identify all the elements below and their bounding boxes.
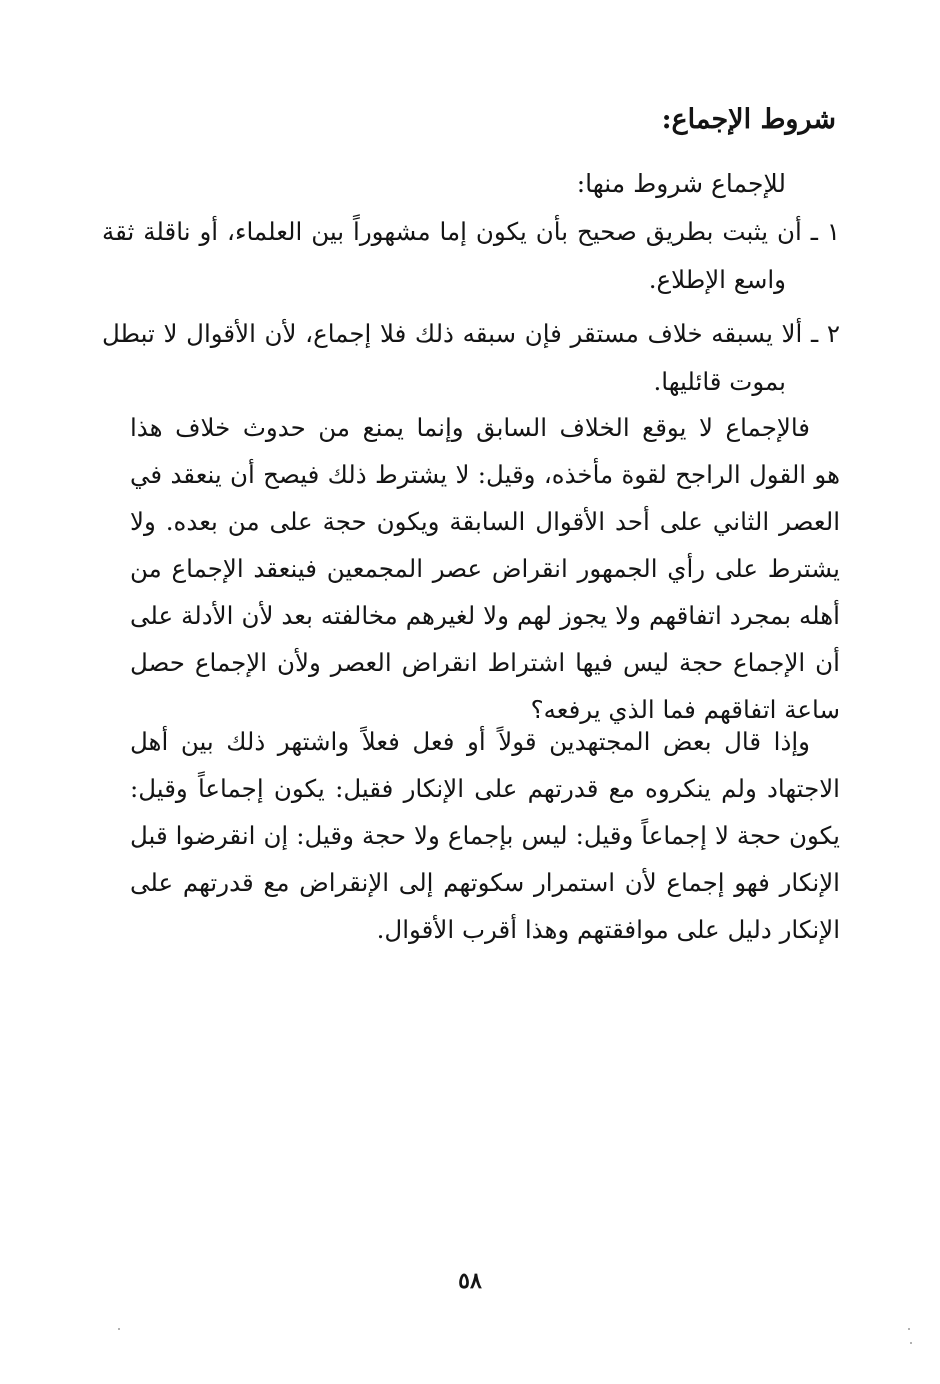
scan-speck [910, 1342, 912, 1344]
page-number: ٥٨ [458, 1268, 482, 1294]
condition-1-line-2: واسع الإطلاع. [648, 265, 786, 294]
condition-1-line-1: ١ ـ أن يثبت بطريق صحيح بأن يكون إما مشهوراً بين العلماء، أو ناقلة ثقة [102, 217, 840, 246]
section-heading: شروط الإجماع: [661, 104, 836, 135]
paragraph-2-line-4: الإنكار فهو إجماع لأن استمرار سكوتهم إلى الإنقراض مع قدرتهم على [130, 868, 840, 897]
condition-item-2 [102, 310, 840, 406]
paragraph-1-line-4: يشترط على رأي الجمهور انقراض عصر المجمعين فينعقد الإجماع من [130, 554, 840, 583]
condition-2-line-2: بموت قائليها. [653, 367, 786, 396]
paragraph-2-line-3: يكون حجة لا إجماعاً وقيل: ليس بإجماع ولا حجة وقيل: إن انقرضوا قبل [130, 821, 840, 850]
paragraph-1-line-1: فالإجماع لا يوقع الخلاف السابق وإنما يمنع من حدوث خلاف هذا [130, 413, 810, 442]
condition-item-1 [102, 208, 840, 304]
paragraph-1-line-3: العصر الثاني على أحد الأقوال السابقة ويكون حجة على من بعده. ولا [130, 507, 840, 536]
paragraph-1 [130, 404, 840, 733]
intro-line: للإجماع شروط منها: [576, 169, 786, 198]
paragraph-1-line-7: ساعة اتفاقهم فما الذي يرفعه؟ [530, 695, 840, 724]
paragraph-2-line-5: الإنكار دليل على موافقتهم وهذا أقرب الأقوال. [376, 915, 840, 944]
paragraph-2-line-2: الاجتهاد ولم ينكروه مع قدرتهم على الإنكار فقيل: يكون إجماعاً وقيل: [130, 774, 840, 803]
paragraph-2 [130, 718, 840, 953]
paragraph-1-line-2: هو القول الراجح لقوة مأخذه، وقيل: لا يشترط ذلك فيصح أن ينعقد في [130, 460, 840, 489]
scan-speck [908, 1328, 910, 1330]
condition-2-line-1: ٢ ـ ألا يسبقه خلاف مستقر فإن سبقه ذلك فلا إجماع، لأن الأقوال لا تبطل [102, 319, 840, 348]
scan-speck [118, 1328, 120, 1330]
paragraph-2-line-1: وإذا قال بعض المجتهدين قولاً أو فعل فعلاً واشتهر ذلك بين أهل [130, 727, 810, 756]
paragraph-1-line-6: أن الإجماع حجة ليس فيها اشتراط انقراض العصر ولأن الإجماع حصل [130, 648, 840, 677]
paragraph-1-line-5: أهله بمجرد اتفاقهم ولا يجوز لهم ولا لغيرهم مخالفته بعد لأن الأدلة على [130, 601, 840, 630]
